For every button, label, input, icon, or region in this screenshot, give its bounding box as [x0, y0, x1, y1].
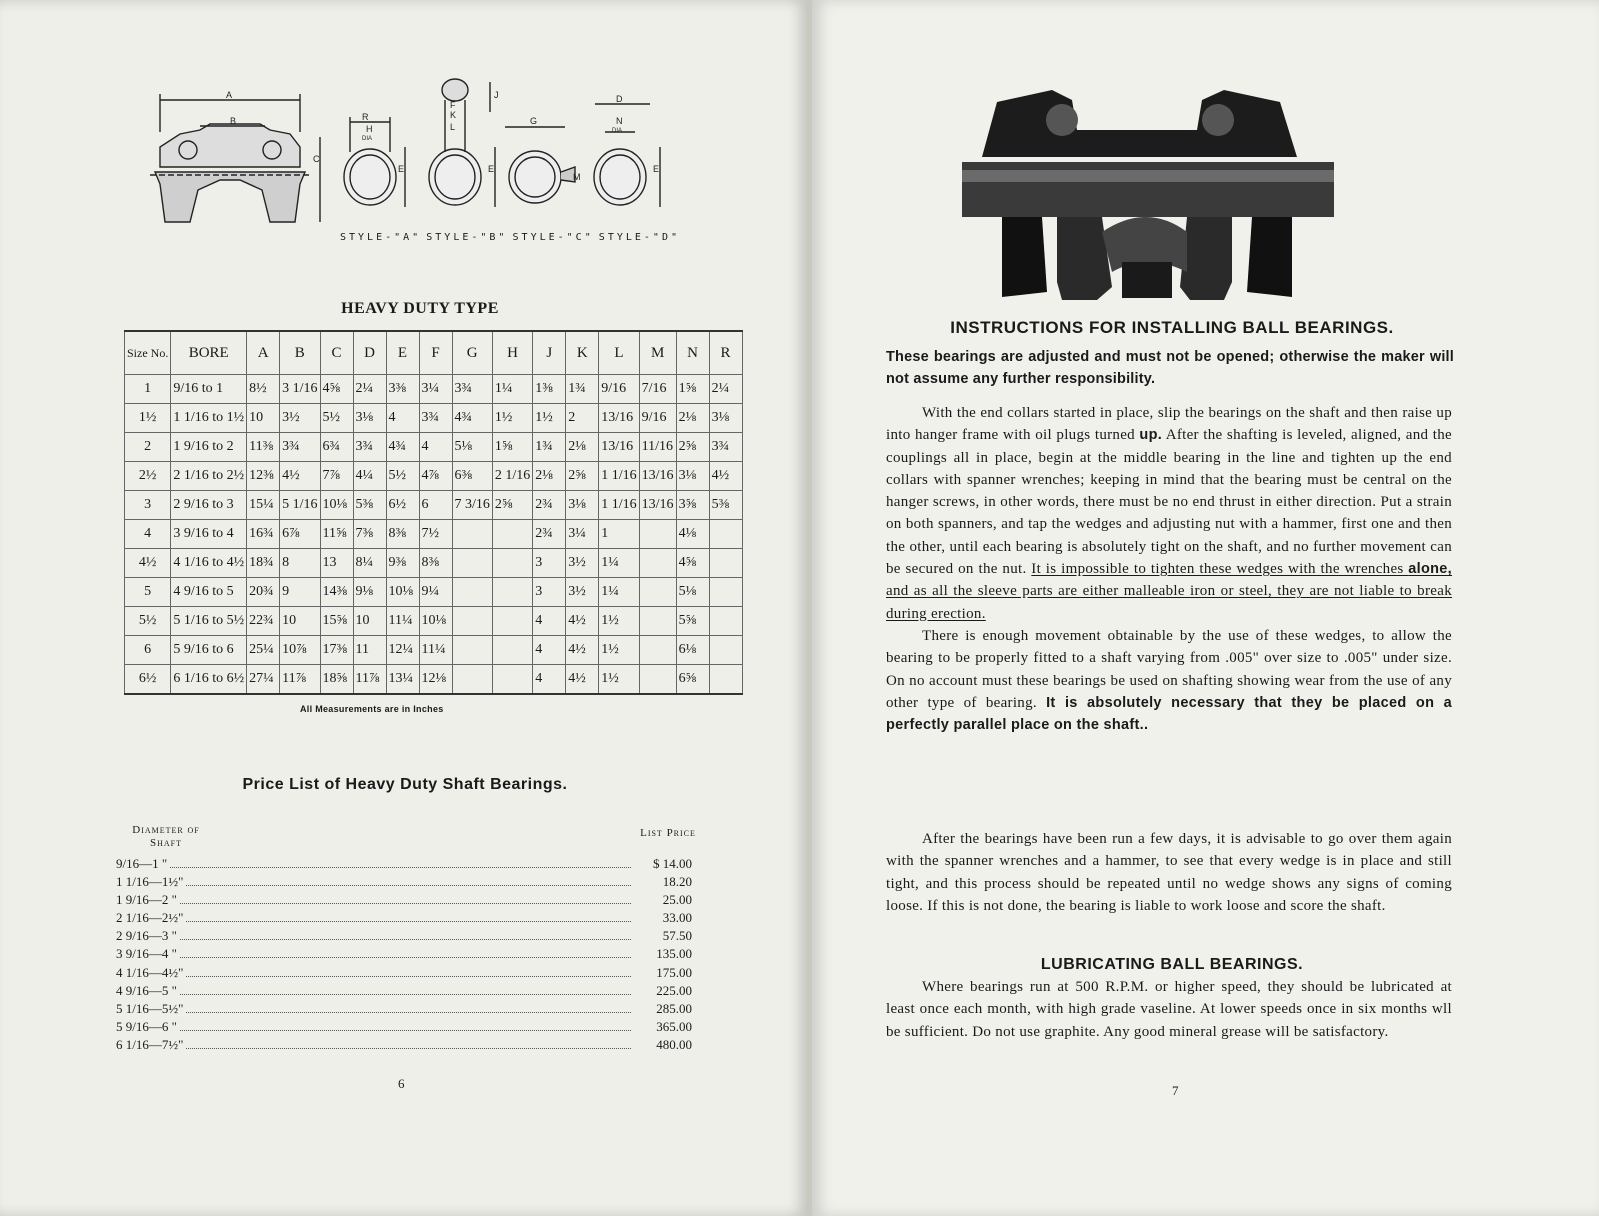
- leader-dots: [180, 994, 631, 995]
- table-header-cell: BORE: [171, 331, 247, 375]
- price-row: [116, 874, 692, 892]
- table-cell: 8⅜: [386, 520, 419, 549]
- table-cell: 4¾: [452, 404, 492, 433]
- table-cell: [639, 636, 676, 665]
- table-cell: 3⅛: [676, 462, 709, 491]
- table-cell: 13: [320, 549, 353, 578]
- table-cell: 2⅛: [533, 462, 566, 491]
- table-cell: 1 1/16: [599, 491, 639, 520]
- table-cell: 9/16: [599, 375, 639, 404]
- instructions-title: INSTRUCTIONS FOR INSTALLING BALL BEARINGS.: [950, 318, 1394, 337]
- table-cell: [492, 549, 532, 578]
- price-list: [116, 856, 692, 1055]
- table-cell: 5: [125, 578, 171, 607]
- price-list-title: Price List of Heavy Duty Shaft Bearings.: [242, 776, 568, 793]
- price-shaft-size: 6 1/16—7½": [116, 1036, 184, 1052]
- table-header-row: [125, 331, 743, 375]
- table-cell: 11: [353, 636, 386, 665]
- page-number-left: 6: [398, 1076, 405, 1091]
- svg-text:F: F: [450, 100, 456, 110]
- table-header-cell: E: [386, 331, 419, 375]
- price-shaft-size: 9/16—1 ": [116, 856, 168, 871]
- table-cell: 4⅝: [676, 549, 709, 578]
- table-cell: [492, 607, 532, 636]
- svg-text:E: E: [653, 164, 660, 174]
- table-note: All Measurements are in Inches: [300, 704, 444, 714]
- table-cell: 1½: [492, 404, 532, 433]
- table-cell: 18⅝: [320, 665, 353, 695]
- table-cell: [709, 607, 742, 636]
- price-row: [116, 892, 692, 910]
- table-cell: 6½: [386, 491, 419, 520]
- svg-text:A: A: [226, 90, 233, 100]
- leader-dots: [180, 1030, 631, 1031]
- table-cell: 1: [599, 520, 639, 549]
- table-cell: 1½: [125, 404, 171, 433]
- paragraph-1: With the end collars started in place, slip the bearings on the shaft and then raise up into hanger frame with oil plugs turned up. After the shafting is leveled, aligned, and the couplings all in place, begin at the middle bearing in the line and tighten up the end collars with spanner wrenches; keeping in mind that the bearing must be central on the hanger screws, in other words, there must be no end thrust in either direction. Put a strain on both spanners, and tap the wedges and adjusting nut with a hammer, first one and then the other, until each bearing is absolutely tight on the shaft, and no further movement can be secured on the nut. It is impossible to tighten these wedges with the wrenches alone, and as all the sleeve parts are either malleable iron or steel, they are not liable to break during erection.: [886, 405, 1452, 622]
- table-row: [125, 491, 743, 520]
- price-shaft-size: 1 1/16—1½": [116, 874, 184, 890]
- table-header-cell: C: [320, 331, 353, 375]
- table-cell: 10: [353, 607, 386, 636]
- table-cell: 4⅛: [676, 520, 709, 549]
- table-cell: 3⅛: [353, 404, 386, 433]
- table-cell: 11¼: [386, 607, 419, 636]
- table-cell: 3: [125, 491, 171, 520]
- table-cell: 2 9/16 to 3: [171, 491, 247, 520]
- table-header-cell: K: [566, 331, 599, 375]
- table-cell: 15⅝: [320, 607, 353, 636]
- price-value: 135.00: [656, 946, 692, 962]
- price-value: 18.20: [662, 874, 692, 890]
- table-cell: 4: [533, 665, 566, 695]
- svg-text:N: N: [616, 116, 623, 126]
- price-row: [116, 1019, 692, 1037]
- underlined-passage: It is impossible to tighten these wedges with the wrenches alone, and as all the sleeve parts are either malleable iron or steel, they are not liable to break during erection.: [886, 561, 1452, 622]
- table-cell: 18¾: [247, 549, 280, 578]
- table-cell: 2¾: [533, 520, 566, 549]
- price-shaft-size: 4 9/16—5 ": [116, 982, 177, 998]
- table-cell: 10: [280, 607, 320, 636]
- price-value: 57.50: [662, 928, 692, 944]
- table-cell: 2¼: [709, 375, 742, 404]
- table-cell: 10⅞: [280, 636, 320, 665]
- svg-text:L: L: [450, 122, 456, 132]
- table-cell: 3 9/16 to 4: [171, 520, 247, 549]
- table-cell: 2⅛: [566, 433, 599, 462]
- table-cell: [639, 578, 676, 607]
- table-cell: 5⅜: [709, 491, 742, 520]
- table-cell: 13/16: [639, 462, 676, 491]
- table-cell: 7½: [419, 520, 452, 549]
- paragraph-3: After the bearings have been run a few days, it is advisable to go over them again with the spanner wrenches and a hammer, to see that every wedge is in place and still tight, and this process should be repeated until no wedge shows any signs of coming loose. If this is not done, the bearing is liable to work loose and score the shaft.: [886, 831, 1452, 914]
- price-row: [116, 1001, 692, 1019]
- table-header-cell: G: [452, 331, 492, 375]
- table-cell: 25¼: [247, 636, 280, 665]
- price-value: $ 14.00: [653, 856, 692, 871]
- table-row: [125, 433, 743, 462]
- table-cell: 27¼: [247, 665, 280, 695]
- table-cell: 4½: [709, 462, 742, 491]
- table-cell: [452, 520, 492, 549]
- paragraph-2: There is enough movement obtainable by the use of these wedges, to allow the bearing to be properly fitted to a shaft varying from .005" over size to .005" under size. On no account must these bearings be used on shafting showing wear from the use of any other type of bearing. It is absolutely necessary that they be placed on a perfectly parallel place on the shaft..: [886, 627, 1452, 734]
- table-cell: 4: [386, 404, 419, 433]
- table-row: [125, 520, 743, 549]
- leader-dots: [170, 867, 631, 868]
- table-cell: 4½: [566, 607, 599, 636]
- table-cell: [452, 665, 492, 695]
- table-row: [125, 665, 743, 695]
- table-cell: 4: [419, 433, 452, 462]
- table-cell: 2⅝: [676, 433, 709, 462]
- table-row: [125, 375, 743, 404]
- table-cell: 1⅝: [676, 375, 709, 404]
- svg-text:D: D: [616, 94, 623, 104]
- table-cell: 6⅝: [676, 665, 709, 695]
- price-shaft-size: 3 9/16—4 ": [116, 946, 177, 962]
- table-cell: 4⅞: [419, 462, 452, 491]
- price-row: [116, 946, 692, 964]
- bearing-dimension-drawing: [150, 72, 710, 252]
- table-cell: 8⅜: [419, 549, 452, 578]
- table-cell: 2 1/16: [492, 462, 532, 491]
- price-shaft-size: 2 1/16—2½": [116, 910, 184, 926]
- table-cell: [452, 549, 492, 578]
- installation-instructions: [886, 402, 1452, 736]
- bearing-photograph: [962, 82, 1334, 300]
- table-header-cell: L: [599, 331, 639, 375]
- table-cell: 6 1/16 to 6½: [171, 665, 247, 695]
- table-row: [125, 549, 743, 578]
- table-header-cell: M: [639, 331, 676, 375]
- table-cell: 4½: [566, 636, 599, 665]
- table-row: [125, 636, 743, 665]
- table-cell: 3¼: [566, 520, 599, 549]
- table-header-cell: D: [353, 331, 386, 375]
- svg-text:B: B: [230, 116, 237, 126]
- table-cell: 1⅝: [492, 433, 532, 462]
- table-cell: [452, 636, 492, 665]
- table-cell: 3¾: [419, 404, 452, 433]
- table-header-cell: R: [709, 331, 742, 375]
- price-value: 365.00: [656, 1018, 692, 1034]
- table-cell: 15¼: [247, 491, 280, 520]
- table-cell: 6½: [125, 665, 171, 695]
- table-cell: 9⅜: [386, 549, 419, 578]
- table-cell: 7⅜: [353, 520, 386, 549]
- table-cell: 2⅝: [566, 462, 599, 491]
- table-cell: 2¾: [533, 491, 566, 520]
- table-cell: 3 1/16: [280, 375, 320, 404]
- table-cell: 1½: [599, 636, 639, 665]
- price-shaft-size: 4 1/16—4½": [116, 964, 184, 980]
- table-row: [125, 607, 743, 636]
- table-cell: 1 1/16: [599, 462, 639, 491]
- table-cell: 9: [280, 578, 320, 607]
- table-cell: 12⅜: [247, 462, 280, 491]
- table-cell: 2¼: [353, 375, 386, 404]
- table-header-cell: Size No.: [125, 331, 171, 375]
- right-page: [812, 0, 1599, 1216]
- table-cell: 10⅛: [320, 491, 353, 520]
- heavy-duty-spec-table: [124, 330, 743, 695]
- table-cell: 3¼: [419, 375, 452, 404]
- table-cell: 11⅝: [320, 520, 353, 549]
- table-cell: 13¼: [386, 665, 419, 695]
- svg-text:E: E: [488, 164, 495, 174]
- table-cell: 2⅝: [492, 491, 532, 520]
- table-cell: 9/16 to 1: [171, 375, 247, 404]
- table-row: [125, 578, 743, 607]
- table-cell: 3½: [566, 578, 599, 607]
- table-cell: [639, 607, 676, 636]
- table-cell: [709, 578, 742, 607]
- price-head-list-price: List Price: [640, 827, 696, 839]
- table-cell: 1 1/16 to 1½: [171, 404, 247, 433]
- table-cell: 2 1/16 to 2½: [171, 462, 247, 491]
- lubricating-instructions: [886, 976, 1452, 1043]
- table-cell: 6: [125, 636, 171, 665]
- drawing-style-labels: [340, 232, 680, 243]
- table-cell: [709, 665, 742, 695]
- leader-dots: [186, 976, 631, 977]
- table-header-cell: B: [280, 331, 320, 375]
- price-row: [116, 928, 692, 946]
- price-value: 175.00: [656, 964, 692, 980]
- table-header-cell: F: [419, 331, 452, 375]
- table-cell: 8¼: [353, 549, 386, 578]
- table-cell: 8½: [247, 375, 280, 404]
- table-cell: 1½: [599, 607, 639, 636]
- leader-dots: [180, 939, 631, 940]
- table-cell: 3½: [566, 549, 599, 578]
- table-title: HEAVY DUTY TYPE: [341, 300, 499, 317]
- table-cell: 2: [125, 433, 171, 462]
- table-cell: 4 9/16 to 5: [171, 578, 247, 607]
- table-cell: 8: [280, 549, 320, 578]
- table-row: [125, 404, 743, 433]
- table-cell: 1 9/16 to 2: [171, 433, 247, 462]
- table-row: [125, 462, 743, 491]
- table-cell: 17⅜: [320, 636, 353, 665]
- table-cell: 6⅞: [280, 520, 320, 549]
- style-c-label: STYLE-"C": [512, 232, 594, 243]
- table-cell: 1¾: [533, 433, 566, 462]
- price-value: 285.00: [656, 1000, 692, 1016]
- price-row: [116, 910, 692, 928]
- svg-text:M: M: [573, 172, 581, 182]
- table-cell: 11⅞: [280, 665, 320, 695]
- table-body: [125, 375, 743, 695]
- table-cell: 5⅛: [452, 433, 492, 462]
- table-cell: 7 3/16: [452, 491, 492, 520]
- table-cell: 3: [533, 578, 566, 607]
- leader-dots: [186, 1012, 631, 1013]
- table-cell: [492, 665, 532, 695]
- price-value: 480.00: [656, 1036, 692, 1052]
- table-cell: 1¼: [599, 578, 639, 607]
- leader-dots: [180, 903, 631, 904]
- warning-note: These bearings are adjusted and must not be opened; otherwise the maker will not assume any further responsibility.: [886, 349, 1454, 387]
- table-cell: 14⅜: [320, 578, 353, 607]
- table-cell: 3⅝: [676, 491, 709, 520]
- svg-text:K: K: [450, 110, 457, 120]
- table-cell: 5 1/16 to 5½: [171, 607, 247, 636]
- table-cell: 1¾: [566, 375, 599, 404]
- svg-text:R: R: [362, 112, 369, 122]
- table-cell: 3⅛: [566, 491, 599, 520]
- table-cell: 9/16: [639, 404, 676, 433]
- table-cell: 1: [125, 375, 171, 404]
- table-cell: [709, 636, 742, 665]
- price-shaft-size: 2 9/16—3 ": [116, 928, 177, 944]
- table-header-cell: H: [492, 331, 532, 375]
- table-cell: 6⅜: [452, 462, 492, 491]
- svg-text:G: G: [530, 116, 538, 126]
- table-header-cell: J: [533, 331, 566, 375]
- table-header-cell: N: [676, 331, 709, 375]
- table-cell: 16¾: [247, 520, 280, 549]
- table-cell: 11⅜: [247, 433, 280, 462]
- table-cell: 3⅜: [386, 375, 419, 404]
- table-cell: 7/16: [639, 375, 676, 404]
- svg-text:E: E: [398, 164, 405, 174]
- followup-instructions: [886, 828, 1452, 917]
- table-cell: 5½: [125, 607, 171, 636]
- table-cell: 5⅛: [676, 578, 709, 607]
- table-cell: 22¾: [247, 607, 280, 636]
- table-cell: 4: [533, 636, 566, 665]
- style-d-label: STYLE-"D": [598, 232, 680, 243]
- table-cell: 5 1/16: [280, 491, 320, 520]
- table-cell: 11/16: [639, 433, 676, 462]
- leader-dots: [180, 957, 631, 958]
- table-cell: 3¾: [353, 433, 386, 462]
- table-cell: [492, 636, 532, 665]
- table-cell: 13/16: [639, 491, 676, 520]
- price-value: 225.00: [656, 982, 692, 998]
- table-cell: 7⅞: [320, 462, 353, 491]
- table-cell: 20¾: [247, 578, 280, 607]
- table-cell: 2: [566, 404, 599, 433]
- table-cell: [639, 520, 676, 549]
- table-cell: 4¾: [386, 433, 419, 462]
- table-cell: [452, 607, 492, 636]
- lubricating-title: LUBRICATING BALL BEARINGS.: [1040, 956, 1304, 973]
- table-cell: 1½: [599, 665, 639, 695]
- table-cell: 4⅝: [320, 375, 353, 404]
- table-cell: 4 1/16 to 4½: [171, 549, 247, 578]
- table-cell: 12⅛: [419, 665, 452, 695]
- leader-dots: [186, 1048, 631, 1049]
- price-head-diameter: Diameter of Shaft: [132, 824, 200, 849]
- price-row: [116, 965, 692, 983]
- table-cell: 11⅞: [353, 665, 386, 695]
- table-cell: 4: [533, 607, 566, 636]
- table-cell: 3¾: [709, 433, 742, 462]
- table-cell: 3¾: [452, 375, 492, 404]
- table-cell: [709, 549, 742, 578]
- price-row: [116, 983, 692, 1001]
- svg-text:DIA: DIA: [362, 136, 373, 142]
- price-shaft-size: 5 1/16—5½": [116, 1000, 184, 1016]
- price-value: 25.00: [662, 892, 692, 908]
- leader-dots: [186, 921, 631, 922]
- table-cell: 3½: [280, 404, 320, 433]
- table-cell: [639, 549, 676, 578]
- table-cell: 2½: [125, 462, 171, 491]
- price-shaft-size: 5 9/16—6 ": [116, 1018, 177, 1034]
- svg-text:J: J: [494, 90, 499, 100]
- table-cell: 4¼: [353, 462, 386, 491]
- table-cell: 5½: [386, 462, 419, 491]
- table-cell: 9¼: [419, 578, 452, 607]
- style-a-label: STYLE-"A": [340, 232, 422, 243]
- style-b-label: STYLE-"B": [426, 232, 508, 243]
- table-cell: 10⅛: [386, 578, 419, 607]
- page-number-right: 7: [1172, 1083, 1179, 1098]
- table-cell: 1¼: [599, 549, 639, 578]
- table-cell: 13/16: [599, 433, 639, 462]
- table-cell: 3⅛: [709, 404, 742, 433]
- table-cell: 5½: [320, 404, 353, 433]
- price-shaft-size: 1 9/16—2 ": [116, 892, 177, 908]
- table-cell: 4½: [566, 665, 599, 695]
- table-cell: 10: [247, 404, 280, 433]
- table-cell: [709, 520, 742, 549]
- table-cell: 5⅜: [353, 491, 386, 520]
- table-cell: 2⅛: [676, 404, 709, 433]
- table-cell: 6¾: [320, 433, 353, 462]
- table-cell: 6: [419, 491, 452, 520]
- table-cell: 9⅛: [353, 578, 386, 607]
- table-cell: [452, 578, 492, 607]
- svg-text:C: C: [313, 154, 320, 164]
- leader-dots: [186, 885, 631, 886]
- table-cell: 5 9/16 to 6: [171, 636, 247, 665]
- table-cell: 10⅛: [419, 607, 452, 636]
- table-cell: 13/16: [599, 404, 639, 433]
- table-cell: 1¼: [492, 375, 532, 404]
- table-cell: 3¾: [280, 433, 320, 462]
- table-cell: 4½: [280, 462, 320, 491]
- table-cell: [492, 578, 532, 607]
- price-row: [116, 856, 692, 874]
- svg-text:DIA: DIA: [612, 128, 623, 134]
- table-cell: [639, 665, 676, 695]
- table-cell: 1⅜: [533, 375, 566, 404]
- svg-text:H: H: [366, 124, 373, 134]
- price-value: 33.00: [662, 910, 692, 926]
- table-header-cell: A: [247, 331, 280, 375]
- paragraph-4: Where bearings run at 500 R.P.M. or higher speed, they should be lubricated at least once each month, with high grade vaseline. At lower speeds once in six months wll be sufficient. Do not use graphite. Any good mineral grease will be satisfactory.: [886, 979, 1452, 1040]
- table-cell: 6⅛: [676, 636, 709, 665]
- table-cell: 5⅝: [676, 607, 709, 636]
- table-cell: 12¼: [386, 636, 419, 665]
- table-cell: 3: [533, 549, 566, 578]
- table-cell: 1½: [533, 404, 566, 433]
- table-cell: 11¼: [419, 636, 452, 665]
- table-cell: 4½: [125, 549, 171, 578]
- price-row: [116, 1037, 692, 1055]
- table-cell: 4: [125, 520, 171, 549]
- table-cell: [492, 520, 532, 549]
